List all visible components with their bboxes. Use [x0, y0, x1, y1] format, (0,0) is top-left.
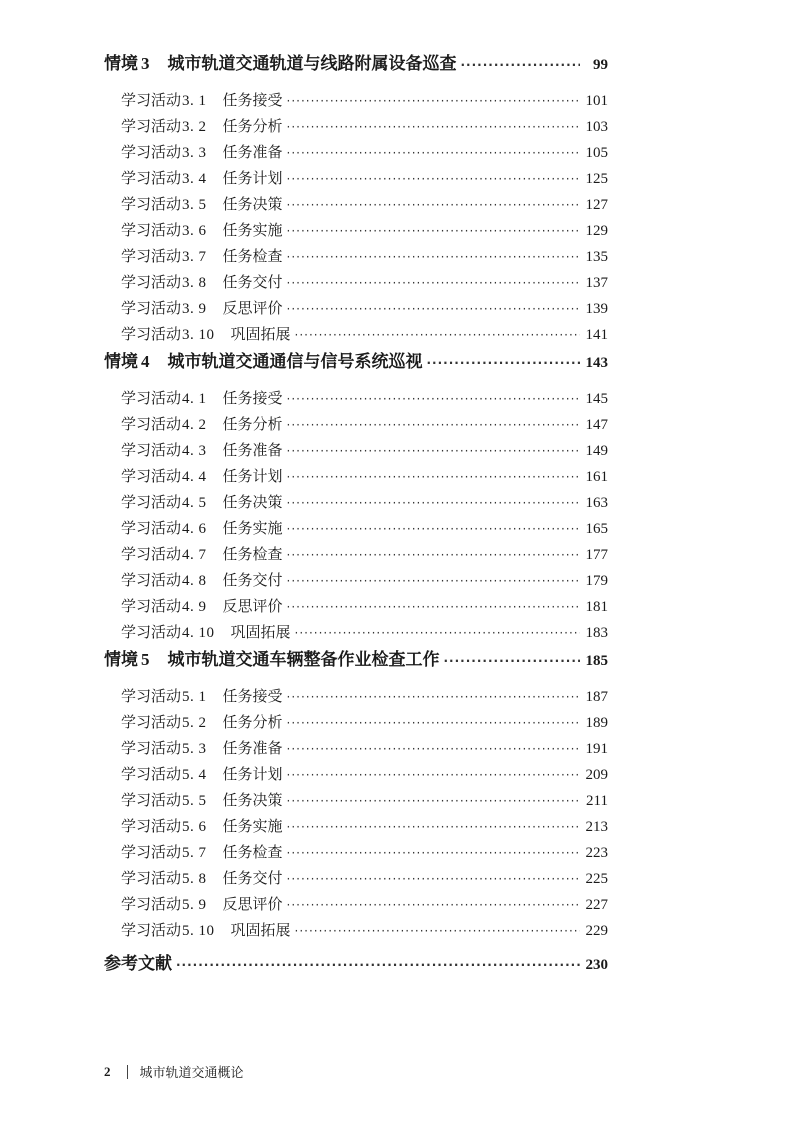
activity-code: 5. 1	[182, 689, 207, 705]
leader-dots	[287, 549, 580, 564]
references-title: 参考文献	[104, 954, 172, 974]
activity-name: 任务准备	[222, 143, 283, 161]
leader-dots	[287, 899, 580, 914]
leader-dots	[287, 847, 580, 862]
activity-code: 3. 4	[182, 171, 207, 187]
chapter-label: 情境	[104, 650, 138, 670]
activity-code: 3. 7	[182, 249, 207, 265]
entry-page: 103	[585, 119, 608, 135]
toc-entry[interactable]	[104, 836, 608, 862]
activity-name: 任务计划	[222, 467, 283, 485]
activity-label: 学习活动	[121, 91, 182, 109]
activity-code: 5. 7	[182, 845, 207, 861]
activity-label: 学习活动	[121, 713, 182, 731]
toc-entry[interactable]	[104, 188, 608, 214]
leader-dots	[287, 873, 580, 888]
footer-divider	[127, 1065, 128, 1079]
activity-name: 巩固拓展	[230, 623, 291, 641]
activity-name: 任务实施	[222, 817, 283, 835]
activity-name: 任务实施	[222, 519, 283, 537]
entry-page: 223	[585, 845, 608, 861]
activity-label: 学习活动	[121, 921, 182, 939]
activity-label: 学习活动	[121, 623, 182, 641]
toc-entry[interactable]	[104, 318, 608, 344]
leader-dots	[287, 419, 580, 434]
activity-name: 巩固拓展	[230, 325, 291, 343]
chapter-page: 185	[585, 653, 608, 669]
activity-name: 任务接受	[222, 389, 283, 407]
activity-name: 任务交付	[222, 869, 283, 887]
activity-code: 3. 2	[182, 119, 207, 135]
activity-code: 5. 5	[182, 793, 207, 809]
activity-name: 任务检查	[222, 843, 283, 861]
activity-code: 3. 6	[182, 223, 207, 239]
chapter-number: 3	[141, 54, 150, 73]
activity-name: 任务分析	[222, 117, 283, 135]
activity-label: 学习活动	[121, 415, 182, 433]
leader-dots	[427, 357, 581, 372]
entry-page: 141	[585, 327, 608, 343]
references-heading[interactable]	[104, 946, 608, 974]
chapter-title: 城市轨道交通通信与信号系统巡视	[167, 352, 423, 372]
leader-dots	[176, 959, 580, 974]
activity-name: 任务检查	[222, 247, 283, 265]
activity-label: 学习活动	[121, 299, 182, 317]
toc-entry[interactable]	[104, 84, 608, 110]
toc-entry[interactable]	[104, 382, 608, 408]
toc-entry[interactable]	[104, 680, 608, 706]
toc-entry[interactable]	[104, 214, 608, 240]
activity-name: 巩固拓展	[230, 921, 291, 939]
chapter-number: 4	[141, 352, 150, 371]
table-of-contents	[104, 46, 608, 974]
toc-entry[interactable]	[104, 266, 608, 292]
activity-code: 4. 10	[182, 625, 215, 641]
chapter-heading[interactable]	[104, 642, 608, 670]
activity-label: 学习活动	[121, 519, 182, 537]
leader-dots	[287, 121, 580, 136]
activity-name: 任务接受	[222, 687, 283, 705]
leader-dots	[295, 627, 580, 642]
chapter-title: 城市轨道交通轨道与线路附属设备巡查	[167, 54, 457, 74]
activity-label: 学习活动	[121, 765, 182, 783]
entry-page: 125	[585, 171, 608, 187]
leader-dots	[287, 251, 580, 266]
leader-dots	[287, 303, 580, 318]
activity-label: 学习活动	[121, 493, 182, 511]
entry-page: 163	[585, 495, 608, 511]
leader-dots	[287, 445, 580, 460]
activity-label: 学习活动	[121, 467, 182, 485]
toc-entry[interactable]	[104, 486, 608, 512]
activity-name: 任务分析	[222, 713, 283, 731]
toc-entry[interactable]	[104, 460, 608, 486]
leader-dots	[287, 173, 580, 188]
entry-page: 227	[585, 897, 608, 913]
leader-dots	[287, 691, 580, 706]
activity-code: 3. 1	[182, 93, 207, 109]
toc-entry[interactable]	[104, 136, 608, 162]
activity-code: 3. 3	[182, 145, 207, 161]
entry-page: 145	[585, 391, 608, 407]
entry-page: 139	[585, 301, 608, 317]
activity-code: 4. 1	[182, 391, 207, 407]
entry-page: 189	[585, 715, 608, 731]
activity-label: 学习活动	[121, 597, 182, 615]
activity-name: 任务交付	[222, 571, 283, 589]
entry-page: 127	[585, 197, 608, 213]
toc-entry[interactable]	[104, 862, 608, 888]
entry-page: 211	[586, 793, 608, 809]
activity-label: 学习活动	[121, 389, 182, 407]
activity-name: 任务准备	[222, 739, 283, 757]
entry-page: 129	[585, 223, 608, 239]
entry-page: 229	[585, 923, 608, 939]
activity-label: 学习活动	[121, 687, 182, 705]
leader-dots	[287, 497, 580, 512]
activity-code: 4. 7	[182, 547, 207, 563]
entry-page: 101	[585, 93, 608, 109]
entry-page: 191	[585, 741, 608, 757]
chapter-heading[interactable]	[104, 344, 608, 372]
activity-name: 反思评价	[222, 299, 283, 317]
entry-page: 135	[585, 249, 608, 265]
page-footer	[104, 1062, 244, 1081]
entry-page: 137	[585, 275, 608, 291]
activity-label: 学习活动	[121, 247, 182, 265]
leader-dots	[287, 225, 580, 240]
chapter-page: 99	[593, 57, 608, 73]
leader-dots	[287, 277, 580, 292]
entry-page: 181	[585, 599, 608, 615]
activity-code: 4. 3	[182, 443, 207, 459]
activity-name: 任务实施	[222, 221, 283, 239]
leader-dots	[287, 393, 580, 408]
leader-dots	[295, 925, 580, 940]
entry-page: 149	[585, 443, 608, 459]
activity-code: 3. 9	[182, 301, 207, 317]
activity-name: 任务计划	[222, 765, 283, 783]
leader-dots	[287, 795, 580, 810]
references-page: 230	[585, 957, 608, 973]
toc-entry[interactable]	[104, 162, 608, 188]
activity-name: 任务交付	[222, 273, 283, 291]
toc-entry[interactable]	[104, 732, 608, 758]
activity-code: 4. 4	[182, 469, 207, 485]
activity-code: 3. 10	[182, 327, 215, 343]
toc-entry[interactable]	[104, 408, 608, 434]
entry-page: 179	[585, 573, 608, 589]
activity-name: 任务计划	[222, 169, 283, 187]
activity-name: 任务接受	[222, 91, 283, 109]
activity-label: 学习活动	[121, 869, 182, 887]
activity-name: 任务分析	[222, 415, 283, 433]
activity-name: 任务检查	[222, 545, 283, 563]
activity-label: 学习活动	[121, 545, 182, 563]
leader-dots	[287, 95, 580, 110]
toc-entry[interactable]	[104, 564, 608, 590]
chapter-label: 情境	[104, 352, 138, 372]
activity-label: 学习活动	[121, 325, 182, 343]
activity-label: 学习活动	[121, 143, 182, 161]
activity-label: 学习活动	[121, 273, 182, 291]
leader-dots	[287, 601, 580, 616]
activity-code: 4. 5	[182, 495, 207, 511]
entry-page: 105	[585, 145, 608, 161]
activity-label: 学习活动	[121, 817, 182, 835]
activity-label: 学习活动	[121, 571, 182, 589]
activity-name: 任务准备	[222, 441, 283, 459]
entry-page: 225	[585, 871, 608, 887]
entry-page: 209	[585, 767, 608, 783]
toc-entry[interactable]	[104, 914, 608, 940]
toc-entry[interactable]	[104, 538, 608, 564]
entry-page: 147	[585, 417, 608, 433]
chapter-number: 5	[141, 650, 150, 669]
activity-name: 反思评价	[222, 895, 283, 913]
leader-dots	[287, 821, 580, 836]
activity-name: 任务决策	[222, 493, 283, 511]
activity-name: 反思评价	[222, 597, 283, 615]
activity-code: 3. 8	[182, 275, 207, 291]
activity-label: 学习活动	[121, 895, 182, 913]
activity-code: 5. 10	[182, 923, 215, 939]
toc-entry[interactable]	[104, 810, 608, 836]
entry-page: 177	[585, 547, 608, 563]
activity-code: 5. 3	[182, 741, 207, 757]
toc-entry[interactable]	[104, 292, 608, 318]
activity-code: 4. 6	[182, 521, 207, 537]
page-number: 2	[104, 1063, 111, 1079]
leader-dots	[461, 59, 581, 74]
toc-entry[interactable]	[104, 512, 608, 538]
activity-code: 3. 5	[182, 197, 207, 213]
leader-dots	[287, 147, 580, 162]
chapter-label: 情境	[104, 54, 138, 74]
leader-dots	[287, 743, 580, 758]
activity-label: 学习活动	[121, 791, 182, 809]
activity-code: 5. 9	[182, 897, 207, 913]
activity-code: 5. 8	[182, 871, 207, 887]
activity-code: 4. 9	[182, 599, 207, 615]
leader-dots	[287, 769, 580, 784]
toc-entry[interactable]	[104, 888, 608, 914]
activity-name: 任务决策	[222, 791, 283, 809]
toc-entry[interactable]	[104, 240, 608, 266]
activity-code: 5. 4	[182, 767, 207, 783]
entry-page: 183	[585, 625, 608, 641]
activity-code: 5. 2	[182, 715, 207, 731]
chapter-heading[interactable]	[104, 46, 608, 74]
toc-entry[interactable]	[104, 758, 608, 784]
activity-label: 学习活动	[121, 169, 182, 187]
leader-dots	[444, 655, 581, 670]
activity-name: 任务决策	[222, 195, 283, 213]
chapter-page: 143	[585, 355, 608, 371]
leader-dots	[287, 471, 580, 486]
activity-label: 学习活动	[121, 739, 182, 757]
chapter-title: 城市轨道交通车辆整备作业检查工作	[167, 650, 440, 670]
activity-label: 学习活动	[121, 195, 182, 213]
toc-entry[interactable]	[104, 590, 608, 616]
activity-code: 5. 6	[182, 819, 207, 835]
entry-page: 213	[585, 819, 608, 835]
activity-code: 4. 8	[182, 573, 207, 589]
entry-page: 165	[585, 521, 608, 537]
leader-dots	[295, 329, 580, 344]
activity-code: 4. 2	[182, 417, 207, 433]
activity-label: 学习活动	[121, 117, 182, 135]
toc-entry[interactable]	[104, 110, 608, 136]
leader-dots	[287, 717, 580, 732]
book-title: 城市轨道交通概论	[139, 1066, 244, 1081]
activity-label: 学习活动	[121, 843, 182, 861]
entry-page: 187	[585, 689, 608, 705]
entry-page: 161	[585, 469, 608, 485]
activity-label: 学习活动	[121, 221, 182, 239]
leader-dots	[287, 575, 580, 590]
toc-entry[interactable]	[104, 616, 608, 642]
toc-entry[interactable]	[104, 434, 608, 460]
leader-dots	[287, 523, 580, 538]
leader-dots	[287, 199, 580, 214]
activity-label: 学习活动	[121, 441, 182, 459]
toc-entry[interactable]	[104, 706, 608, 732]
toc-entry[interactable]	[104, 784, 608, 810]
